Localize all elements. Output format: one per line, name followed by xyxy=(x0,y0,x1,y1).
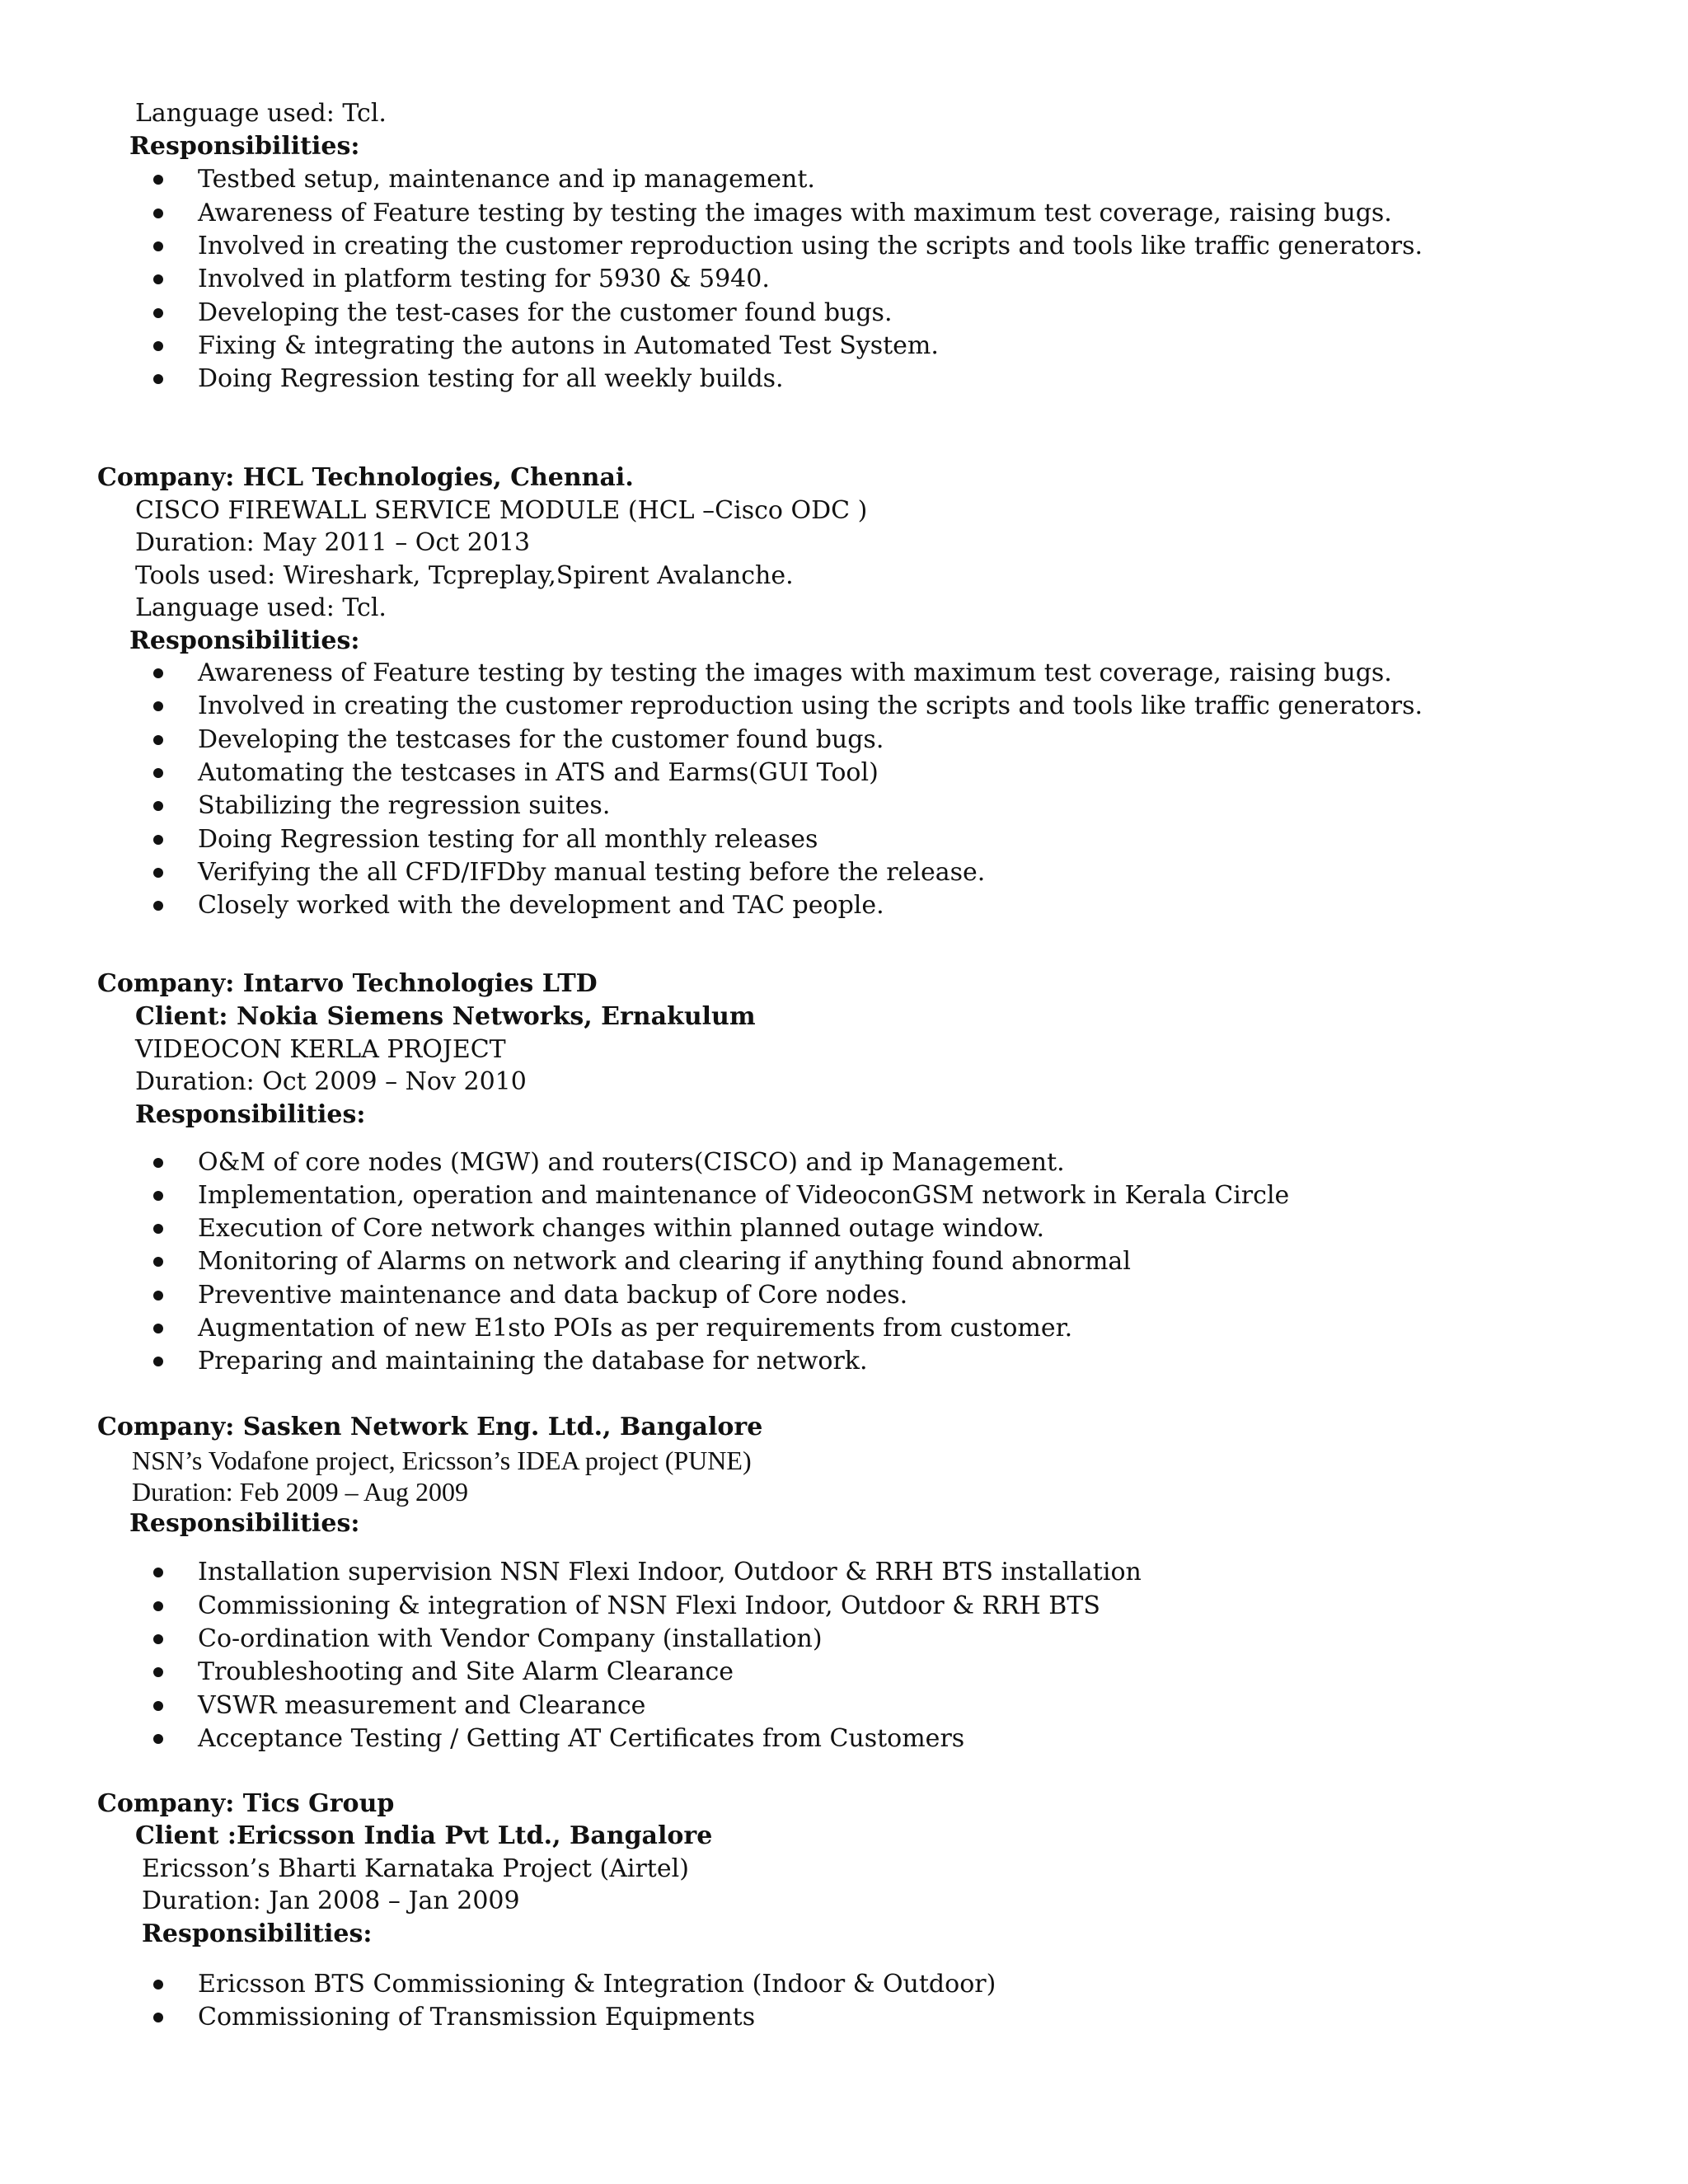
list-item: Closely worked with the development and TAC people. xyxy=(198,891,884,920)
duration-line: Duration: Jan 2008 – Jan 2009 xyxy=(142,1886,520,1915)
list-item: Involved in platform testing for 5930 & 5940. xyxy=(198,265,770,293)
list-item: Developing the testcases for the customer found bugs. xyxy=(198,725,884,754)
list-item: Testbed setup, maintenance and ip management. xyxy=(198,165,815,194)
list-item: Doing Regression testing for all monthly releases xyxy=(198,825,818,854)
project-line: NSN’s Vodafone project, Ericsson’s IDEA project (PUNE) xyxy=(132,1446,752,1475)
duration-line: Duration: May 2011 – Oct 2013 xyxy=(135,528,531,557)
responsibilities-heading: Responsibilities: xyxy=(142,1919,373,1948)
list-item: Awareness of Feature testing by testing the images with maximum test coverage, raising bugs. xyxy=(198,658,1392,687)
list-item: Commissioning & integration of NSN Flexi Indoor, Outdoor & RRH BTS xyxy=(198,1591,1100,1620)
tools-line: Tools used: Wireshark, Tcpreplay,Spirent Avalanche. xyxy=(135,561,794,590)
responsibilities-heading: Responsibilities: xyxy=(135,1100,366,1129)
list-item: Verifying the all CFD/IFDby manual testing before the release. xyxy=(198,858,986,887)
list-item: Preparing and maintaining the database for network. xyxy=(198,1347,868,1376)
list-item: Awareness of Feature testing by testing the images with maximum test coverage, raising bugs. xyxy=(198,199,1392,227)
responsibilities-heading: Responsibilities: xyxy=(129,1509,360,1538)
list-item: Monitoring of Alarms on network and clearing if anything found abnormal xyxy=(198,1247,1131,1276)
company-heading: Company: Tics Group xyxy=(97,1789,395,1818)
duration-line: Duration: Feb 2009 – Aug 2009 xyxy=(132,1477,468,1507)
project-line: CISCO FIREWALL SERVICE MODULE (HCL –Cisco ODC ) xyxy=(135,496,868,525)
responsibilities-heading: Responsibilities: xyxy=(129,626,360,655)
list-item: Involved in creating the customer reproduction using the scripts and tools like traffic generators. xyxy=(198,691,1423,720)
list-item: Preventive maintenance and data backup of Core nodes. xyxy=(198,1281,908,1310)
list-item: Commissioning of Transmission Equipments xyxy=(198,2003,756,2032)
list-item: Troubleshooting and Site Alarm Clearance xyxy=(198,1657,734,1686)
company-heading: Company: Sasken Network Eng. Ltd., Bangalore xyxy=(97,1413,763,1441)
list-item: Acceptance Testing / Getting AT Certificates from Customers xyxy=(198,1724,965,1753)
list-item: Installation supervision NSN Flexi Indoor, Outdoor & RRH BTS installation xyxy=(198,1558,1142,1586)
language-line: Language used: Tcl. xyxy=(135,99,387,128)
language-line: Language used: Tcl. xyxy=(135,593,387,622)
project-line: Ericsson’s Bharti Karnataka Project (Airtel) xyxy=(142,1854,689,1883)
duration-line: Duration: Oct 2009 – Nov 2010 xyxy=(135,1067,527,1096)
list-item: Doing Regression testing for all weekly builds. xyxy=(198,364,784,393)
list-item: Involved in creating the customer reproduction using the scripts and tools like traffic generators. xyxy=(198,232,1423,260)
list-item: Augmentation of new E1sto POIs as per requirements from customer. xyxy=(198,1314,1073,1343)
list-item: Co-ordination with Vendor Company (installation) xyxy=(198,1624,823,1653)
list-item: Ericsson BTS Commissioning & Integration (Indoor & Outdoor) xyxy=(198,1970,996,1999)
client-heading: Client :Ericsson India Pvt Ltd., Bangalore xyxy=(135,1821,713,1850)
list-item: VSWR measurement and Clearance xyxy=(198,1691,646,1720)
list-item: Implementation, operation and maintenance of VideoconGSM network in Kerala Circle xyxy=(198,1181,1290,1210)
list-item: Stabilizing the regression suites. xyxy=(198,791,611,820)
company-heading: Company: Intarvo Technologies LTD xyxy=(97,969,598,998)
list-item: Developing the test-cases for the customer found bugs. xyxy=(198,298,893,327)
list-item: Fixing & integrating the autons in Automated Test System. xyxy=(198,331,939,360)
project-line: VIDEOCON KERLA PROJECT xyxy=(135,1035,506,1064)
responsibilities-heading: Responsibilities: xyxy=(129,132,360,161)
company-heading: Company: HCL Technologies, Chennai. xyxy=(97,463,634,492)
client-heading: Client: Nokia Siemens Networks, Ernakulum xyxy=(135,1002,756,1031)
list-item: Execution of Core network changes within planned outage window. xyxy=(198,1214,1045,1243)
list-item: O&M of core nodes (MGW) and routers(CISCO) and ip Management. xyxy=(198,1148,1065,1177)
list-item: Automating the testcases in ATS and Earms(GUI Tool) xyxy=(198,758,879,787)
